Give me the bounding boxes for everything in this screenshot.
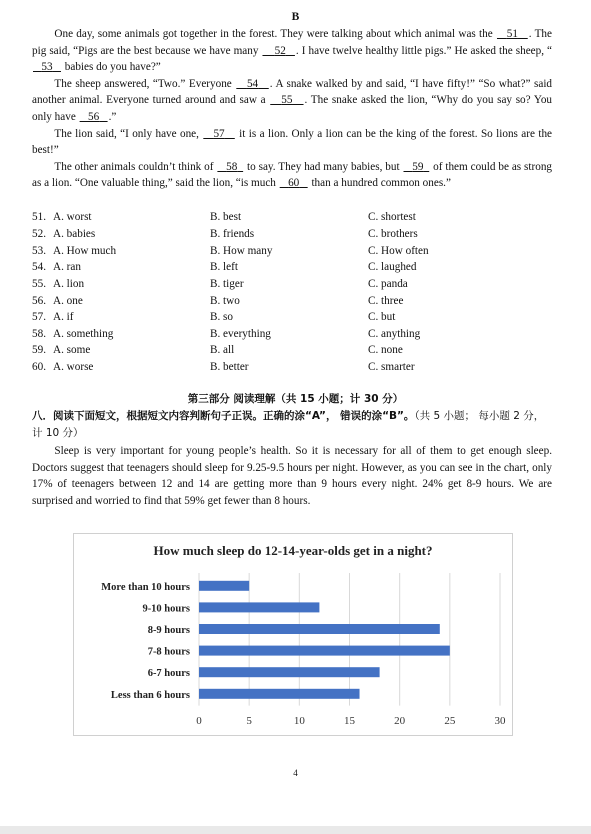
blank-59: 59 (412, 160, 424, 173)
category-label: 9-10 hours (142, 603, 190, 615)
x-tick-label: 20 (394, 715, 406, 727)
blank-53: 53 (41, 61, 53, 74)
category-label: 7-8 hours (147, 646, 190, 658)
x-tick-label: 25 (444, 715, 456, 727)
question-57: 57. A. if B. so C. but (32, 311, 396, 323)
question-58: 58. A. something B. everything C. anything (32, 328, 421, 340)
bar (199, 602, 319, 612)
bar (199, 646, 450, 656)
question-56: 56. A. one B. two C. three (32, 295, 404, 307)
blank-55: 55 (281, 94, 293, 107)
x-tick-label: 10 (293, 715, 305, 727)
blank-60: 60 (288, 177, 300, 190)
reading-instructions: 八．阅读下面短文，根据短文内容判断句子正误。正确的涂“A”， 错误的涂“B”。（共 5 小题； 每小题 2 分，计 10 分） (32, 410, 545, 439)
category-label: 8-9 hours (147, 625, 190, 636)
x-tick-label: 5 (246, 715, 252, 727)
bar (199, 581, 249, 591)
bar (199, 624, 440, 634)
cloze-paragraph-4: The other animals couldn’t think of 58 to say. They had many babies, but 59 of them could be as strong as a lion. “One valuable thing,” said the lion, “is much 60 than a hundred common ones.” (32, 160, 553, 190)
question-55: 55. A. lion B. tiger C. panda (32, 278, 408, 290)
question-52: 52. A. babies B. friends C. brothers (32, 228, 418, 240)
page-number: 4 (293, 768, 298, 778)
bar (199, 689, 360, 699)
blank-58: 58 (226, 160, 238, 173)
bar (199, 667, 380, 677)
blank-52: 52 (274, 44, 286, 57)
cloze-paragraph-3: The lion said, “I only have one, 57 it is a lion. Only a lion can be the king of the forest. So lions are the best!” (32, 127, 552, 157)
question-51: 51. A. worst B. best C. shortest (32, 211, 416, 223)
x-tick-label: 30 (494, 715, 506, 727)
cloze-paragraph-2: The sheep answered, “Two.” Everyone 54 . A snake walked by and said, “I have fifty!” “So what?” said another animal. Everyone turned around and saw a 55 . The snake asked the lion, “Why do you say so? You only have 56 .” (32, 77, 553, 123)
part3-title: 第三部分 阅读理解（共 15 小题；计 30 分） (187, 393, 404, 405)
bottom-scroll-bar (0, 826, 591, 834)
category-label: Less than 6 hours (110, 689, 190, 701)
x-tick-label: 15 (344, 715, 355, 727)
question-59: 59. A. some B. all C. none (32, 344, 403, 356)
blank-51: 51 (506, 28, 518, 40)
reading-paragraph: Sleep is very important for young people’s health. So it is necessary for all of them to get enough sleep. Doctors suggest that teenagers should sleep for 9.25-9.5 hours per night. However, as you can see in the chart, only 17% of teenagers between 12 and 14 are getting more than 9 hours every night. 24% get 8-9 hours. We are surprised and worried to find that 59% get fewer than 8 hours. (32, 445, 552, 507)
sleep-chart (73, 533, 513, 736)
cloze-paragraph-1: One day, some animals got together in the forest. They were talking about which animal was the 51 . The pig said, “Pigs are the best because we have many 52 . I have twelve healthy little pigs.” He asked the sheep, “ 53 babies do you have?” (32, 28, 553, 74)
question-54: 54. A. ran B. left C. laughed (32, 261, 417, 273)
category-label: More than 10 hours (101, 581, 190, 593)
question-53: 53. A. How much B. How many C. How often (32, 245, 429, 257)
sleep-chart-svg (74, 534, 512, 735)
blank-57: 57 (213, 127, 225, 140)
question-60: 60. A. worse B. better C. smarter (32, 361, 415, 373)
cloze-passage (32, 26, 552, 192)
x-tick-label: 0 (196, 715, 202, 727)
blank-56: 56 (88, 110, 100, 123)
category-label: 6-7 hours (147, 668, 190, 680)
reading-passage (32, 443, 552, 509)
blank-54: 54 (246, 77, 259, 90)
section-label: B (291, 11, 300, 23)
chart-title: How much sleep do 12-14-year-olds get in a night? (153, 543, 433, 558)
